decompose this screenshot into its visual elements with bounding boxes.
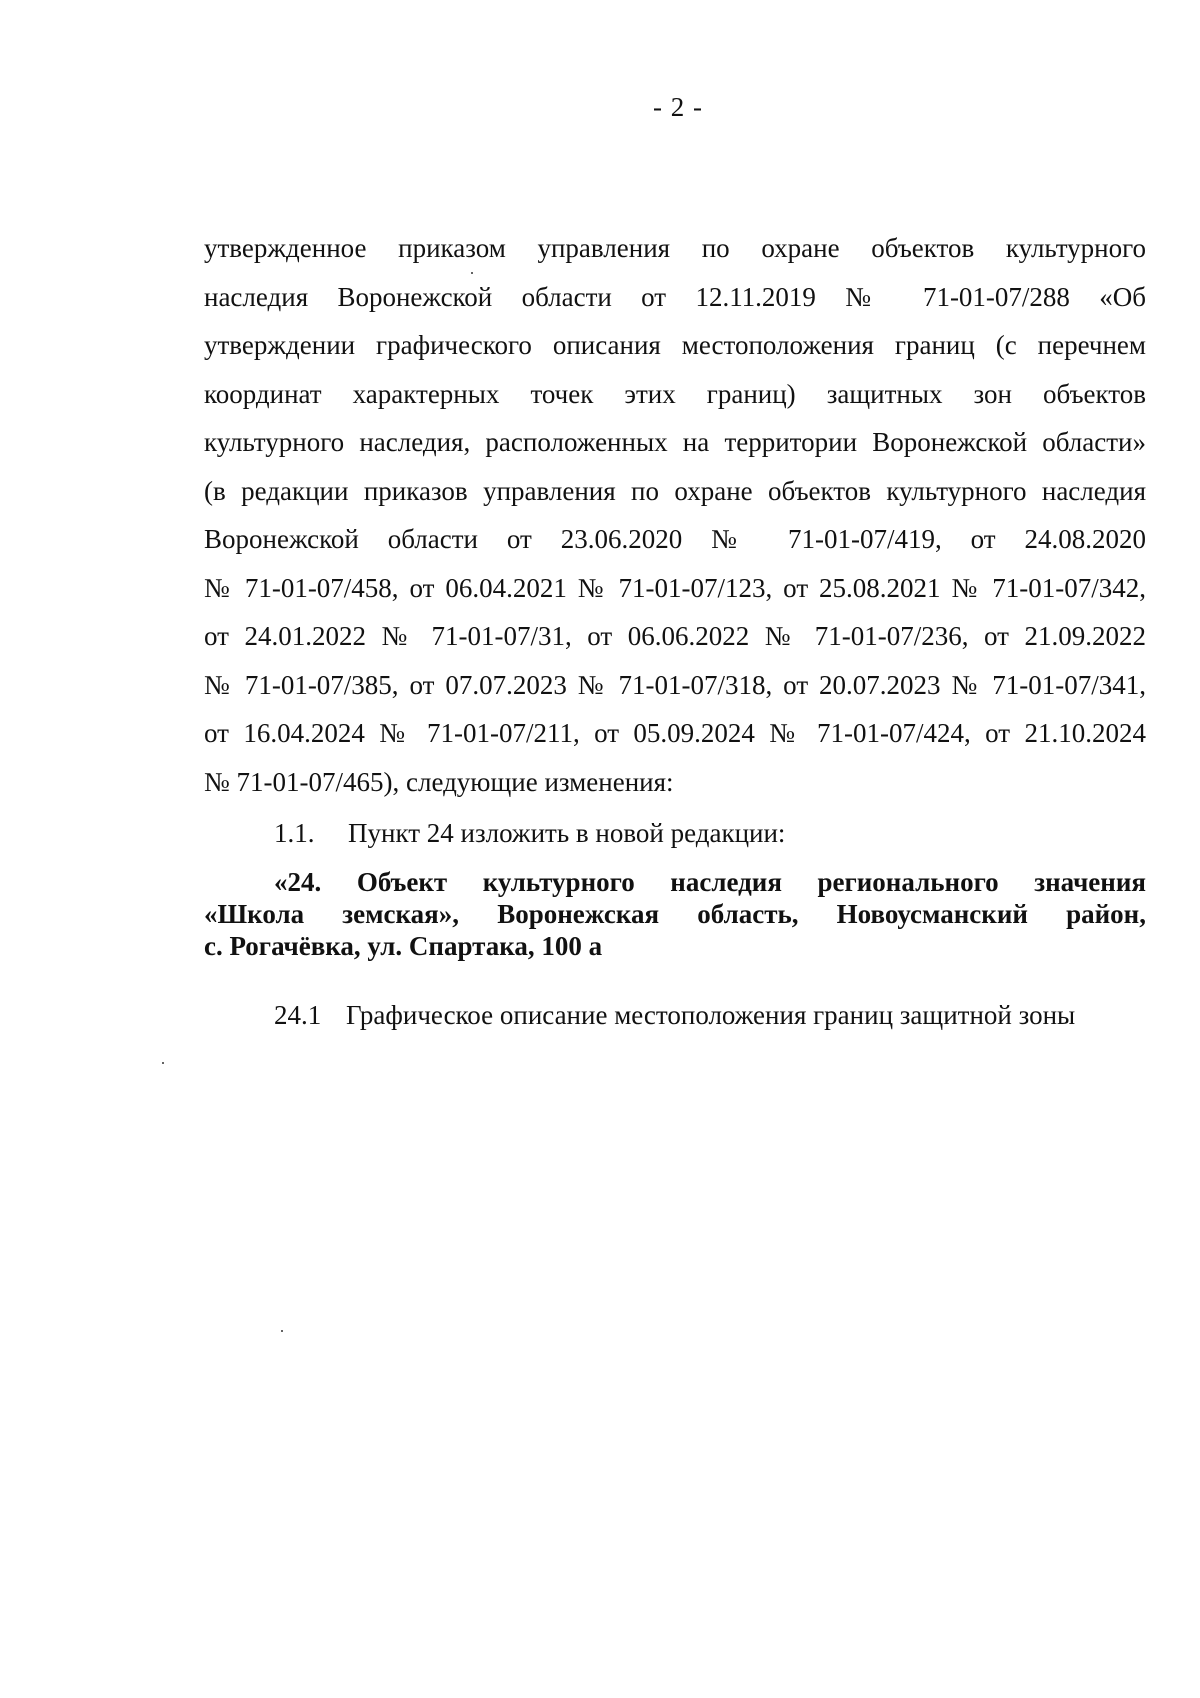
- paragraph-line: культурного наследия, расположенных на территории Воронежской области»: [204, 427, 1146, 457]
- item-number: 1.1.: [274, 818, 315, 848]
- paragraph-line: координат характерных точек этих границ) защитных зон объектов: [204, 378, 1146, 409]
- amendment-paragraph: [204, 224, 1146, 806]
- heading-line: «24. Объект культурного наследия регионального значения: [274, 867, 1146, 897]
- paragraph-line: № 71-01-07/458, от 06.04.2021 № 71-01-07/123, от 25.08.2021 № 71-01-07/342,: [204, 572, 1146, 603]
- item-24-heading: [204, 866, 1146, 962]
- paragraph-line: (в редакции приказов управления по охране объектов культурного наследия: [204, 475, 1146, 506]
- paragraph-line: утверждении графического описания местоположения границ (с перечнем: [204, 330, 1146, 360]
- scan-speck: [281, 1330, 283, 1332]
- scan-speck: [471, 272, 473, 274]
- page-number: - 2 -: [653, 92, 703, 122]
- paragraph-line: Воронежской области от 23.06.2020 № 71-01-07/419, от 24.08.2020: [204, 524, 1146, 554]
- paragraph-line: № 71-01-07/465), следующие изменения:: [204, 766, 674, 797]
- item-24-1: [274, 1000, 1075, 1031]
- heading-line: «Школа земская», Воронежская область, Новоусманский район,: [204, 899, 1146, 929]
- heading-line: с. Рогачёвка, ул. Спартака, 100 а: [204, 931, 603, 961]
- item-number: 24.1: [274, 1000, 322, 1030]
- item-1-1: [274, 818, 785, 849]
- paragraph-line: наследия Воронежской области от 12.11.2019 № 71-01-07/288 «Об: [204, 281, 1146, 312]
- paragraph-line: № 71-01-07/385, от 07.07.2023 № 71-01-07/318, от 20.07.2023 № 71-01-07/341,: [204, 669, 1146, 700]
- paragraph-line: утвержденное приказом управления по охране объектов культурного: [204, 233, 1146, 263]
- paragraph-line: от 24.01.2022 № 71-01-07/31, от 06.06.2022 № 71-01-07/236, от 21.09.2022: [204, 621, 1146, 651]
- scan-speck: [162, 1062, 164, 1064]
- item-text: Пункт 24 изложить в новой редакции:: [348, 818, 786, 848]
- item-text: Графическое описание местоположения границ защитной зоны: [346, 1000, 1076, 1030]
- paragraph-line: от 16.04.2024 № 71-01-07/211, от 05.09.2024 № 71-01-07/424, от 21.10.2024: [204, 718, 1146, 748]
